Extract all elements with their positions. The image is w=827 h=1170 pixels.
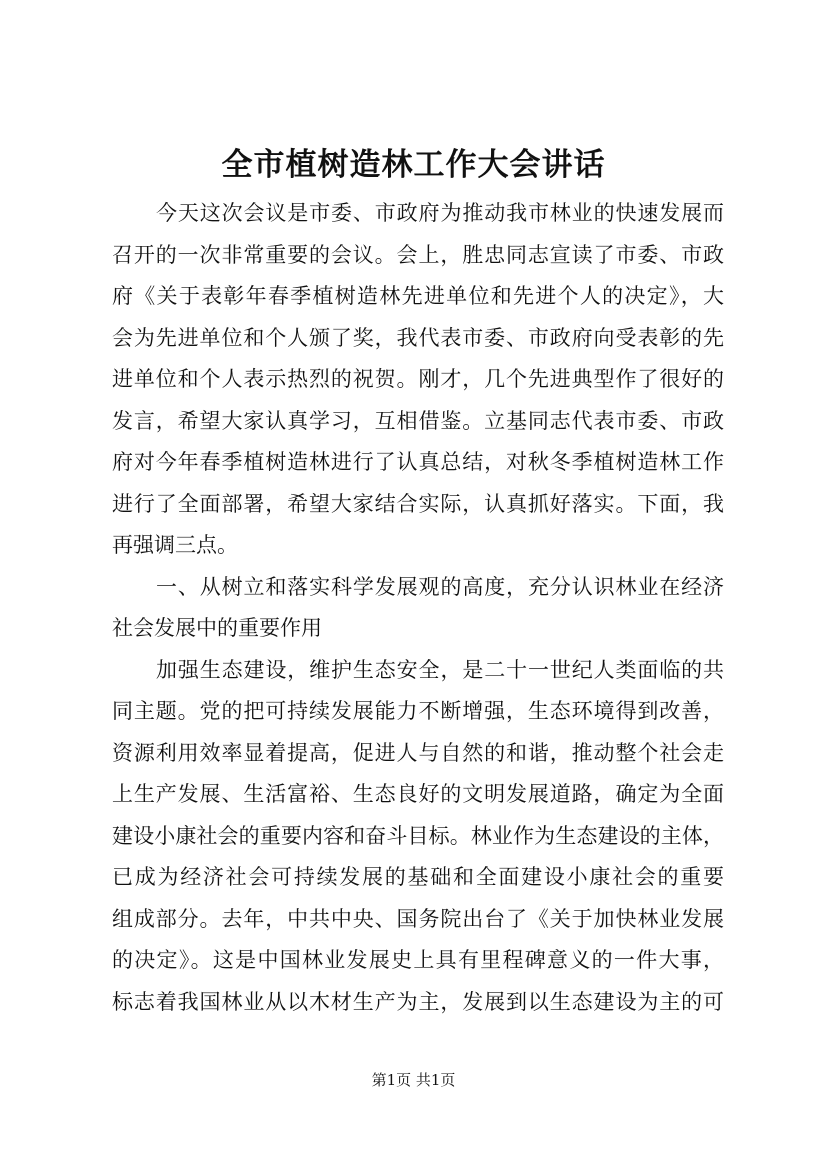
text-line: 建设小康社会的重要内容和奋斗目标。林业作为生态建设的主体， xyxy=(112,823,724,848)
page-number-footer: 第1页 共1页 xyxy=(371,1071,456,1089)
text-line: 今天这次会议是市委、市政府为推动我市林业的快速发展而 xyxy=(156,201,724,225)
text-line: 标志着我国林业从以木材生产为主，发展到以生态建设为主的可 xyxy=(112,989,724,1014)
text-line: 再强调三点。 xyxy=(112,533,238,557)
text-line: 府对今年春季植树造林进行了认真总结，对秋冬季植树造林工作 xyxy=(112,450,724,474)
text-line: 进行了全面部署，希望大家结合实际，认真抓好落实。下面，我 xyxy=(112,491,724,516)
section-heading-line: 社会发展中的重要作用 xyxy=(112,616,322,640)
text-line: 进单位和个人表示热烈的祝贺。刚才，几个先进典型作了很好的 xyxy=(112,367,724,391)
text-line: 发言，希望大家认真学习，互相借鉴。立基同志代表市委、市政 xyxy=(112,408,724,433)
text-line: 的决定》。这是中国林业发展史上具有里程碑意义的一件大事， xyxy=(112,948,724,972)
text-line: 召开的一次非常重要的会议。会上，胜忠同志宣读了市委、市政 xyxy=(112,242,724,267)
text-line: 同主题。党的把可持续发展能力不断增强，生态环境得到改善， xyxy=(112,699,724,723)
section-heading-line: 一、从树立和落实科学发展观的高度，充分认识林业在经济 xyxy=(156,574,724,599)
text-line: 上生产发展、生活富裕、生态良好的文明发展道路，确定为全面 xyxy=(112,782,724,806)
document-body xyxy=(112,193,724,1023)
text-line: 加强生态建设，维护生态安全，是二十一世纪人类面临的共 xyxy=(156,657,724,682)
text-line: 府《关于表彰年春季植树造林先进单位和先进个人的决定》，大 xyxy=(112,284,724,308)
text-line: 已成为经济社会可持续发展的基础和全面建设小康社会的重要 xyxy=(112,865,724,889)
text-line: 组成部分。去年，中共中央、国务院出台了《关于加快林业发展 xyxy=(112,906,724,931)
document-title: 全市植树造林工作大会讲话 xyxy=(221,147,606,183)
text-line: 会为先进单位和个人颁了奖，我代表市委、市政府向受表彰的先 xyxy=(112,325,724,350)
text-line: 资源利用效率显着提高，促进人与自然的和谐，推动整个社会走 xyxy=(112,740,724,765)
